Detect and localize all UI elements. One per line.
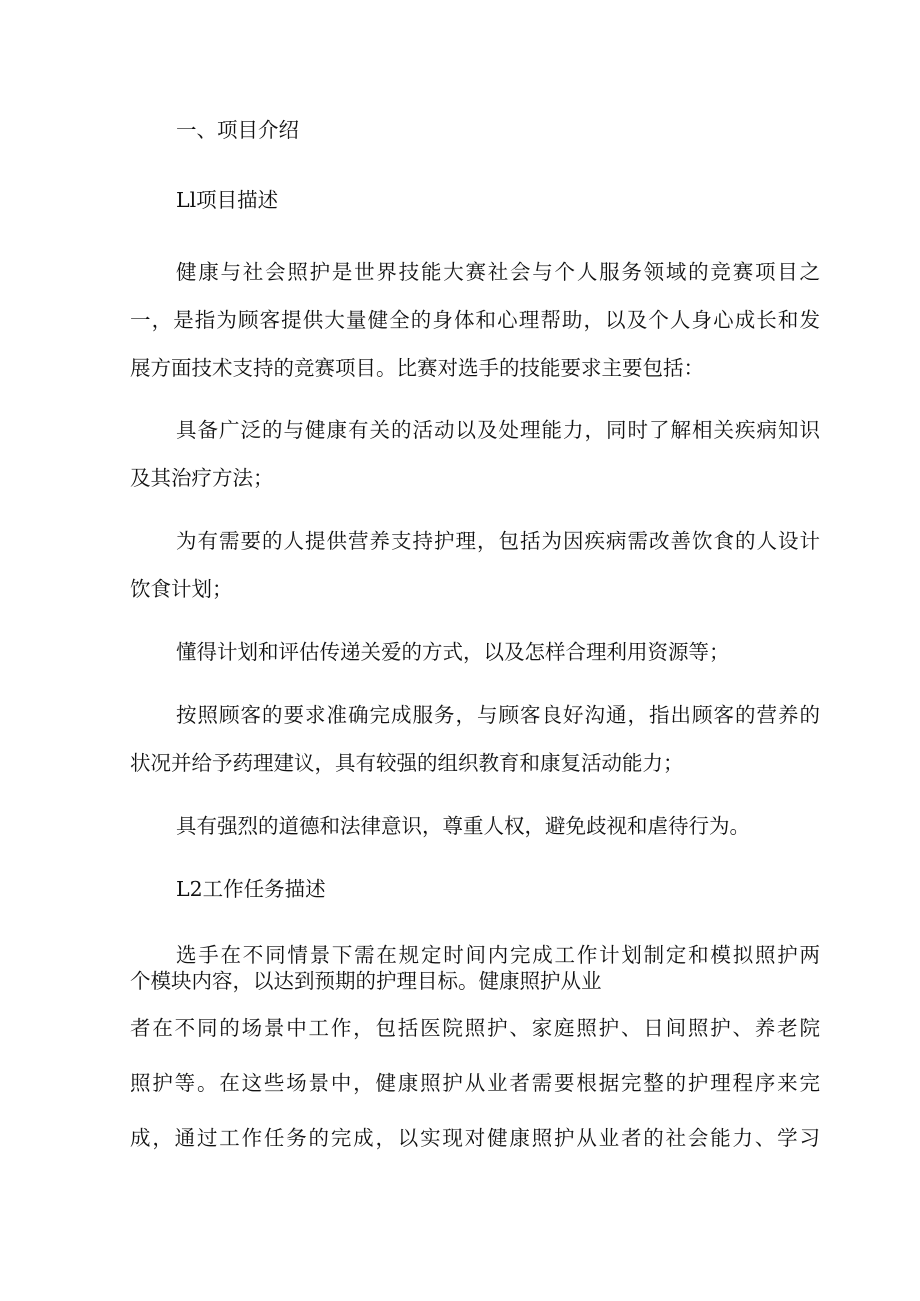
paragraph-line: 照护等。在这些场景中，健康照护从业者需要根据完整的护理程序来完 bbox=[130, 1071, 820, 1095]
paragraph-line: 为有需要的人提供营养支持护理，包括为因疾病需改善饮食的人设计 bbox=[176, 529, 820, 553]
paragraph-line: 一，是指为顾客提供大量健全的身体和心理帮助，以及个人身心成长和发 bbox=[130, 308, 820, 332]
paragraph-line: 及其治疗方法； bbox=[130, 466, 274, 490]
paragraph-line: 者在不同的场景中工作，包括医院照护、家庭照护、日间照护、养老院 bbox=[130, 1016, 820, 1040]
paragraph-line: 成，通过工作任务的完成，以实现对健康照护从业者的社会能力、学习 bbox=[130, 1126, 820, 1150]
paragraph-line: 饮食计划； bbox=[130, 577, 233, 601]
paragraph-line: 个模块内容，以达到预期的护理目标。健康照护从业 bbox=[130, 969, 602, 993]
paragraph-line: 选手在不同情景下需在规定时间内完成工作计划制定和模拟照护两 bbox=[176, 943, 820, 967]
paragraph-line: 展方面技术支持的竞赛项目。比赛对选手的技能要求主要包括： bbox=[130, 356, 704, 380]
paragraph-line: 健康与社会照护是世界技能大赛社会与个人服务领域的竞赛项目之 bbox=[176, 260, 820, 284]
paragraph-line: 懂得计划和评估传递关爱的方式，以及怎样合理利用资源等； bbox=[176, 640, 730, 664]
subsection-heading-1-1: Ll项目描述 bbox=[176, 188, 279, 212]
subsection-heading-1-2: L2工作任务描述 bbox=[176, 877, 326, 901]
section-heading: 一、项目介绍 bbox=[176, 118, 299, 142]
paragraph-line: 具有强烈的道德和法律意识，尊重人权，避免歧视和虐待行为。 bbox=[176, 814, 750, 838]
paragraph-line: 按照顾客的要求准确完成服务，与顾客良好沟通，指出顾客的营养的 bbox=[176, 703, 820, 727]
paragraph-line: 具备广泛的与健康有关的活动以及处理能力，同时了解相关疾病知识 bbox=[176, 418, 820, 442]
paragraph-line: 状况并给予药理建议，具有较强的组织教育和康复活动能力； bbox=[130, 751, 684, 775]
